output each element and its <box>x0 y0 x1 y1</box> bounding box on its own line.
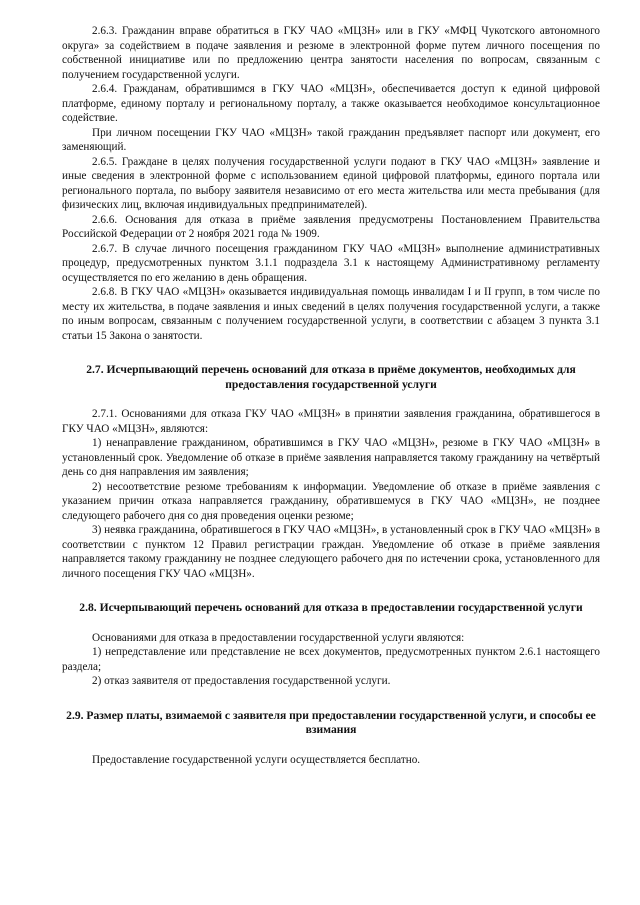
paragraph-2-6-7: 2.6.7. В случае личного посещения гражданином ГКУ ЧАО «МЦЗН» выполнение административных процедур, предусмотренных пунктом 3.1.1 подраздела 3.1 к настоящему Административному регламенту осуществляется по его желанию в день обращения. <box>62 242 600 284</box>
list-item-2-7-2: 2) несоответствие резюме требованиям к информации. Уведомление об отказе в приёме заявления с указанием причин отказа направляется гражданину, обратившемуся в ГКУ ЧАО «МЦЗН», не позднее следующего рабочего дня со дня проведения оценки резюме; <box>62 480 600 522</box>
paragraph-2-6-5: 2.6.5. Граждане в целях получения государственной услуги подают в ГКУ ЧАО «МЦЗН» заявление и иные сведения в электронной форме с использованием единой цифровой платформы, единого портала или регионального портала, по выбору заявителя независимо от его места жительства или места пребывания (для физических лиц, включая индивидуальных предпринимателей). <box>62 155 600 211</box>
paragraph-2-7-1: 2.7.1. Основаниями для отказа ГКУ ЧАО «МЦЗН» в принятии заявления гражданина, обратившегося в ГКУ ЧАО «МЦЗН», являются: <box>62 408 600 435</box>
section-heading-2-7: 2.7. Исчерпывающий перечень оснований для отказа в приёме документов, необходимых для предоставления государственной услуги <box>86 363 576 391</box>
section-26-continuation <box>62 24 600 343</box>
section-heading-2-9: 2.9. Размер платы, взимаемой с заявителя при предоставлении государственной услуги, и способы ее взимания <box>66 708 596 736</box>
list-item-2-8-2: 2) отказ заявителя от предоставления государственной услуги. <box>92 675 391 687</box>
paragraph-2-8-intro: Основаниями для отказа в предоставлении государственной услуги являются: <box>92 631 465 644</box>
list-item-2-7-1: 1) ненаправление гражданином, обратившимся в ГКУ ЧАО «МЦЗН», резюме в ГКУ ЧАО «МЦЗН» в установленный срок. Уведомление об отказе в приёме заявления направляется такому гражданину на четвёртый день со дня направления им заявления; <box>62 437 600 478</box>
paragraph-2-6-3: 2.6.3. Гражданин вправе обратиться в ГКУ ЧАО «МЦЗН» или в ГКУ «МФЦ Чукотского автономного округа» за содействием в подаче заявления и резюме в электронной форме путем личного посещения по собственной инициативе или по предложению центра занятости населения по вопросам, связанным с получением государственной услуги. <box>62 25 600 81</box>
section-heading-2-8: 2.8. Исчерпывающий перечень оснований для отказа в предоставлении государственной услуги <box>79 601 583 614</box>
section-2-9 <box>62 709 600 768</box>
list-item-2-8-1: 1) непредставление или представление не всех документов, предусмотренных пунктом 2.6.1 настоящего раздела; <box>62 646 600 673</box>
paragraph-2-9-free: Предоставление государственной услуги осуществляется бесплатно. <box>92 753 421 766</box>
paragraph-2-6-8: 2.6.8. В ГКУ ЧАО «МЦЗН» оказывается индивидуальная помощь инвалидам I и II групп, в том числе по месту их жительства, в подаче заявления и иных сведений в целях получения государственной услуги, а также по иным вопросам, связанным с получением государственной услуги, в соответствии с абзацем 3 пункта 3.1 статьи 15 Закона о занятости. <box>62 286 600 342</box>
paragraph-2-6-4: 2.6.4. Гражданам, обратившимся в ГКУ ЧАО «МЦЗН», обеспечивается доступ к единой цифровой платформе, единому порталу и региональному порталу, а также оказывается необходимое консультационное содействие. <box>62 83 600 124</box>
section-2-8 <box>62 601 600 689</box>
section-2-7 <box>62 363 600 581</box>
paragraph-personal-visit: При личном посещении ГКУ ЧАО «МЦЗН» такой гражданин предъявляет паспорт или документ, его заменяющий. <box>62 126 600 153</box>
paragraph-2-6-6: 2.6.6. Основания для отказа в приёме заявления предусмотрены Постановлением Правительства Российской Федерации от 2 ноября 2021 года № 1909. <box>62 213 600 240</box>
list-item-2-7-3: 3) неявка гражданина, обратившегося в ГКУ ЧАО «МЦЗН», в установленный срок в ГКУ ЧАО «МЦЗН» в соответствии с пунктом 12 Правил регистрации граждан. Уведомление об отказе в приёме заявления направляется такому гражданину не позднее следующего рабочего дня по истечении срока, установленного для личного посещения ГКУ ЧАО «МЦЗН». <box>62 524 600 580</box>
